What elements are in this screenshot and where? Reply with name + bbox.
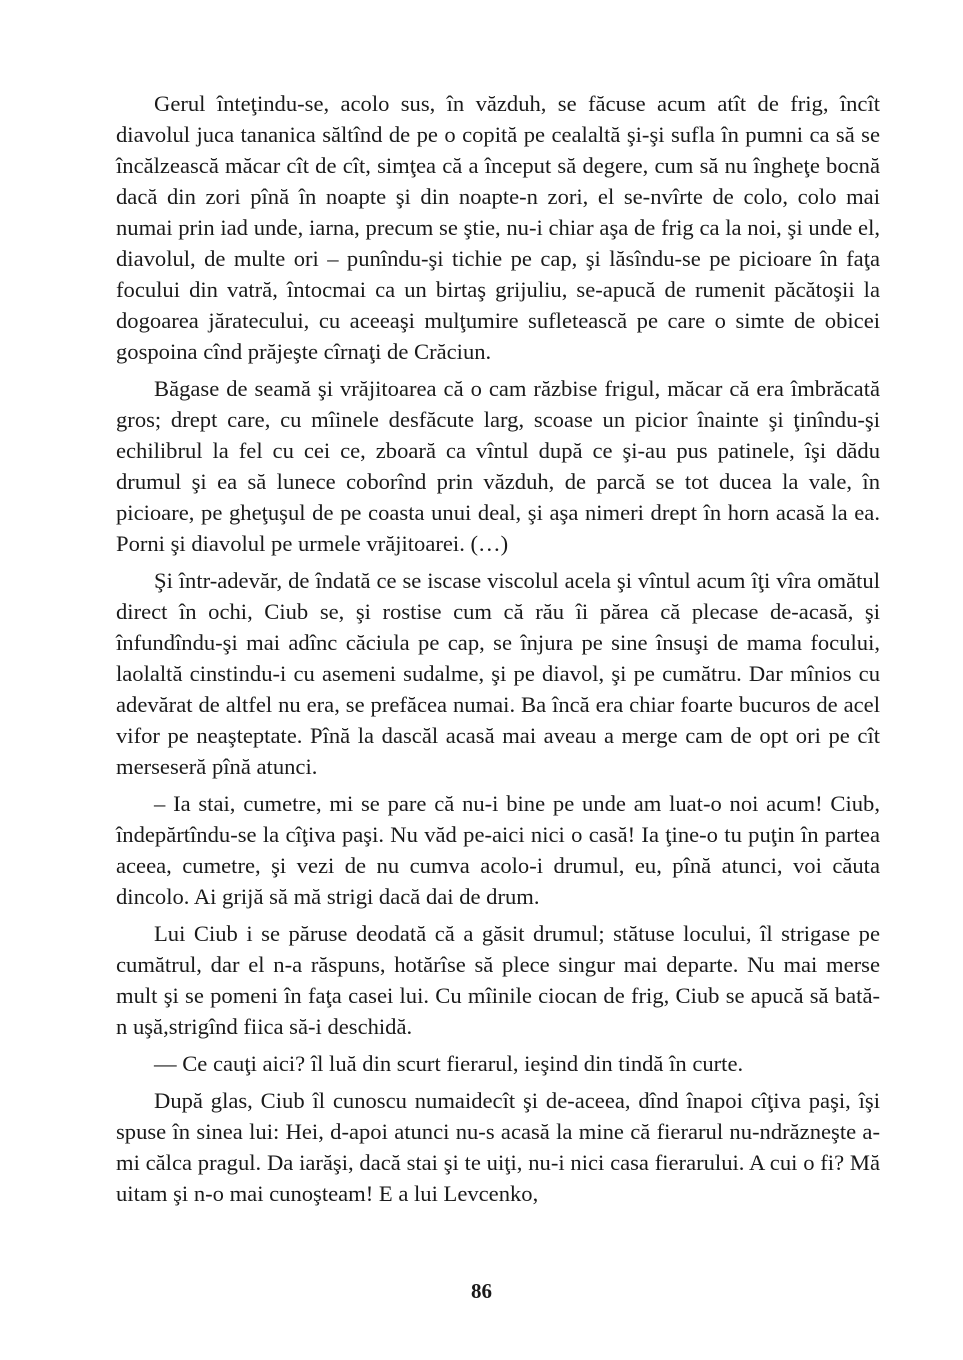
paragraph-1: Gerul înteţindu-se, acolo sus, în văzduh, se făcuse acum atît de frig, încît diavolul juca tananica săltînd de pe o copită pe cealaltă şi-şi sufla în pumni ca să se încălzească măcar cît de cît, simţea că a început să degere, cum să nu îngheţe bocnă dacă din zori pînă în noapte şi din noapte-n zori, el se-nvîrte de colo, colo mai numai prin iad unde, iarna, precum se ştie, nu-i chiar aşa de frig ca la noi, şi unde el, diavolul, de multe ori – punîndu-şi tichie pe cap, şi lăsîndu-se pe picioare în faţa focului din vatră, întocmai ca un birtaş grijuliu, se-apucă de rumenit păcătoşii la dogoarea jăratecului, cu aceeaşi mulţumire sufletească pe care o simte de obicei gospoina cînd prăjeşte cîrnaţi de Crăciun. bbox=[116, 91, 880, 364]
paragraph-7: După glas, Ciub îl cunoscu numaidecît şi de-aceea, dînd înapoi cîţiva paşi, îşi spuse în sinea lui: Hei, d-apoi atunci nu-s acasă la mine că fierarul nu-ndrăzneşte a-mi călca pragul. Da iarăşi, dacă stai şi te uiţi, nu-i nici casa fierarului. A cui o fi? Mă uitam şi n-o mai cunoşteam! E a lui Levcenko, bbox=[116, 1088, 880, 1206]
paragraph-2: Băgase de seamă şi vrăjitoarea că o cam răzbise frigul, măcar că era îmbrăcată gros; drept care, cu mîinele desfăcute larg, scoase un picior înainte şi ţinîndu-şi echilibrul la fel cu cei ce, zboară ca vîntul după ce şi-au pus patinele, îşi dădu drumul şi ea să lunece coborînd prin văzduh, de parcă se tot ducea la vale, în picioare, pe gheţuşul de pe coasta unui deal, şi aşa nimeri drept în horn acasă la ea. Porni şi diavolul pe urmele vrăjitoarei. (…) bbox=[116, 376, 880, 556]
page-body bbox=[116, 88, 880, 1209]
page-number: 86 bbox=[471, 1279, 492, 1303]
paragraph-6: — Ce cauţi aici? îl luă din scurt fierarul, ieşind din tindă în curte. bbox=[154, 1051, 744, 1076]
paragraph-3: Şi într-adevăr, de îndată ce se iscase viscolul acela şi vîntul acum îţi vîra omătul direct în ochi, Ciub se, şi rostise cum că rău îi părea că plecase de-acasă, şi înfundîndu-şi mai adînc căciula pe cap, se înjura pe sine însuşi de mama focului, laolaltă cinstindu-i cu asemeni sudalme, şi pe diavol, şi pe cumătru. Dar mînios cu adevărat de altfel nu era, se prefăcea numai. Ba încă era chiar foarte bucuros de acel vifor pe neaşteptate. Pînă la dascăl acasă mai aveau a merge cam de opt ori pe cît merseseră pînă atunci. bbox=[116, 568, 880, 779]
paragraph-5: Lui Ciub i se păruse deodată că a găsit drumul; stătuse locului, îl strigase pe cumătrul, dar el n-a răspuns, hotărîse să plece singur mai departe. Nu mai merse mult şi se pomeni în faţa casei lui. Cu mîinile ciocan de frig, Ciub se apucă să bată-n uşă,strigînd fiica să-i deschidă. bbox=[116, 921, 880, 1039]
paragraph-4: – Ia stai, cumetre, mi se pare că nu-i bine pe unde am luat-o noi acum! Ciub, îndepărtîndu-se la cîţiva paşi. Nu văd pe-aici nici o casă! Ia ţine-o tu puţin în partea aceea, cumetre, şi vezi de nu cumva acolo-i drumul, eu, pînă atunci, voi căuta dincolo. Ai grijă să mă strigi dacă dai de drum. bbox=[116, 791, 880, 909]
